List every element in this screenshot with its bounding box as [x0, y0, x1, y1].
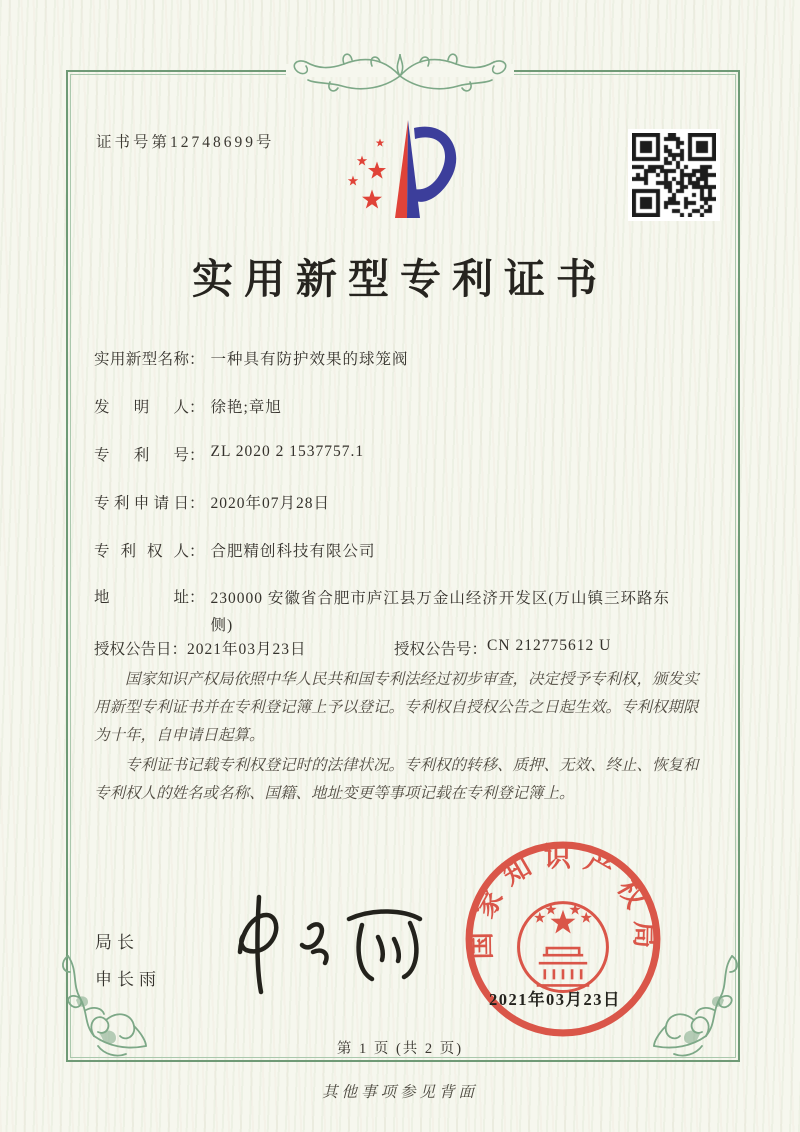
qr-code-canvas [632, 133, 716, 217]
top-flourish-ornament [280, 42, 520, 106]
field-value: 徐艳;章旭 [210, 399, 282, 416]
handwritten-signature-icon [212, 890, 447, 1008]
field-label: 专利权人 [94, 543, 189, 560]
seal-agency-text: 国家知识产权局 [465, 842, 661, 960]
field-row-filing-date [94, 491, 710, 513]
field-colon: ： [189, 351, 205, 368]
svg-text:国家知识产权局 [466, 842, 660, 960]
field-row-address [94, 585, 710, 639]
field-colon: ： [189, 447, 205, 464]
page-number: 第 1 页 (共 2 页) [336, 1041, 464, 1057]
legal-paragraph-1: 国家知识产权局依照中华人民共和国专利法经过初步审查，决定授予专利权，颁发实用新型专利证书并在专利登记簿上予以登记。专利权自授权公告之日起生效。专利权期限为十年，自申请日起算。 [94, 671, 699, 744]
qr-code [628, 129, 720, 221]
field-label: 专利申请日 [94, 495, 189, 512]
field-row-inventor [94, 395, 710, 417]
field-colon: ： [189, 399, 205, 416]
field-value: 230000 安徽省合肥市庐江县万金山经济开发区(万山镇三环路东侧) [210, 590, 671, 635]
field-colon: ： [189, 495, 205, 512]
legal-paragraph-2: 专利证书记载专利权登记时的法律状况。专利权的转移、质押、无效、终止、恢复和专利权人的姓名或名称、国籍、地址变更等事项记载在专利登记簿上。 [94, 757, 699, 802]
signatory-block [95, 924, 161, 998]
field-colon: ： [471, 641, 488, 658]
grant-date-value: 2021年03月23日 [187, 641, 307, 658]
field-row-patentee [94, 539, 710, 561]
seal-date: 2021年03月23日 [489, 990, 621, 1009]
field-colon: ： [171, 641, 188, 658]
grant-number-group [394, 637, 611, 659]
field-value: 合肥精创科技有限公司 [210, 543, 376, 560]
field-label: 专利号 [94, 447, 189, 464]
field-value: ZL 2020 2 1537757.1 [210, 443, 365, 460]
field-value: 一种具有防护效果的球笼阀 [210, 351, 409, 368]
field-label: 实用新型名称 [94, 351, 189, 368]
grant-row [94, 637, 734, 659]
grant-number-value: CN 212775612 U [487, 637, 612, 654]
signatory-title: 局长 [95, 933, 139, 952]
certificate-title: 实用新型专利证书 [192, 256, 608, 302]
field-colon: ： [189, 543, 205, 560]
cnipa-logo-icon [340, 112, 480, 234]
signatory-name: 申长雨 [95, 970, 161, 989]
grant-date-group [94, 637, 394, 659]
national-emblem-icon [519, 903, 608, 992]
legal-text [94, 666, 708, 808]
field-colon: ： [189, 589, 205, 606]
back-side-note: 其他事项参见背面 [321, 1084, 478, 1101]
field-label: 发明人 [94, 399, 189, 416]
field-value: 2020年07月28日 [210, 495, 331, 512]
field-row-patent-number [94, 443, 710, 465]
field-label: 地址 [94, 589, 189, 606]
grant-date-label: 授权公告日 [94, 641, 172, 658]
certificate-number: 证书号第12748699号 [96, 134, 275, 151]
field-row-name [94, 347, 710, 369]
grant-number-label: 授权公告号 [394, 641, 472, 658]
